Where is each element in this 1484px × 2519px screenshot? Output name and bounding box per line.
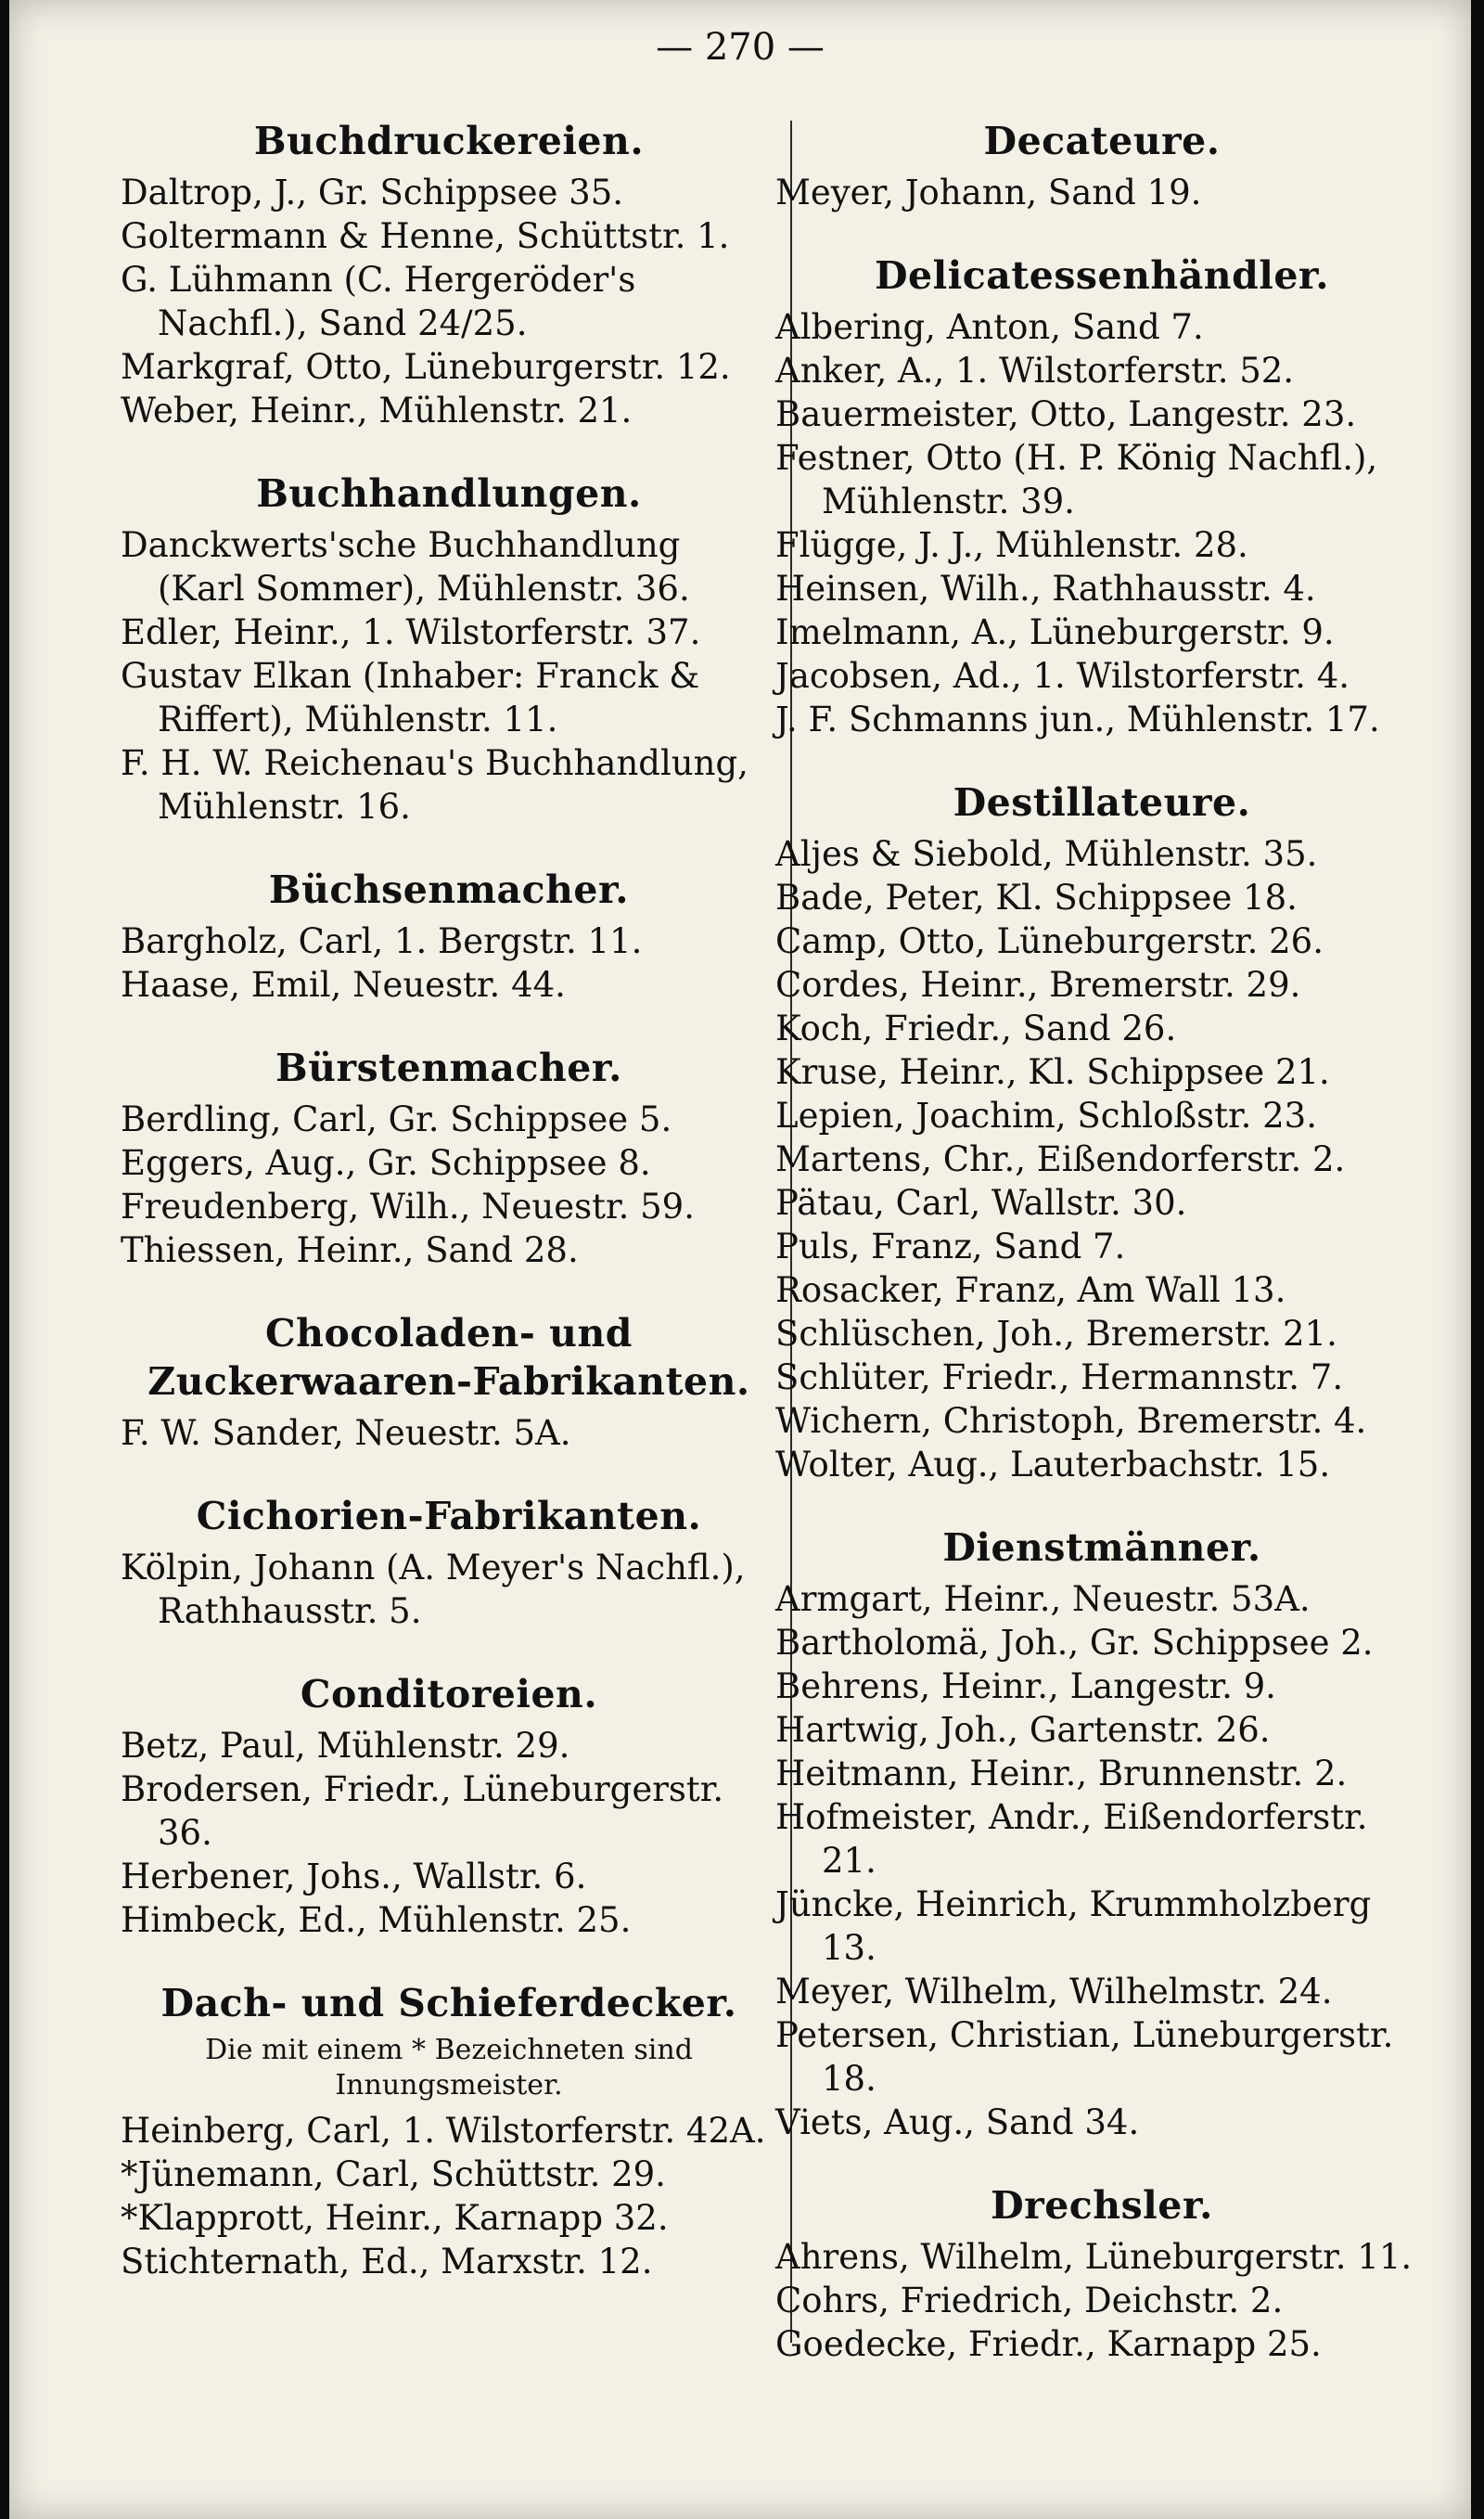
section-heading: Cichorien-Fabrikanten.: [196, 1494, 702, 1538]
directory-entry: Pätau, Carl, Wallstr. 30.: [775, 1183, 1187, 1223]
directory-section: [775, 1523, 1428, 2144]
directory-page: [9, 0, 1471, 2519]
directory-entry: Bauermeister, Otto, Langestr. 23.: [775, 394, 1357, 434]
directory-section: [775, 117, 1428, 214]
directory-entry: Heinsen, Wilh., Rathhausstr. 4.: [775, 569, 1316, 609]
directory-section: [775, 251, 1428, 741]
directory-entry: Puls, Franz, Sand 7.: [775, 1227, 1126, 1266]
right-column: [775, 117, 1428, 2403]
directory-entry: Brodersen, Friedr., Lüneburgerstr. 36.: [121, 1769, 724, 1853]
directory-section: [121, 469, 777, 829]
directory-entry: F. H. W. Reichenau's Buchhandlung, Mühlenstr. 16.: [121, 743, 748, 827]
directory-entry: Weber, Heinr., Mühlenstr. 21.: [121, 391, 633, 431]
directory-entry: Wichern, Christoph, Bremerstr. 4.: [775, 1401, 1367, 1441]
directory-entry: Martens, Chr., Eißendorferstr. 2.: [775, 1139, 1346, 1179]
directory-entry: Goedecke, Friedr., Karnapp 25.: [775, 2324, 1322, 2364]
directory-entry: Cordes, Heinr., Bremerstr. 29.: [775, 965, 1301, 1005]
directory-entry: Koch, Friedr., Sand 26.: [775, 1009, 1177, 1048]
directory-entry: Behrens, Heinr., Langestr. 9.: [775, 1666, 1276, 1706]
directory-entry: Jacobsen, Ad., 1. Wilstorferstr. 4.: [775, 656, 1350, 696]
directory-entry: Anker, A., 1. Wilstorferstr. 52.: [775, 351, 1295, 391]
section-heading: Conditoreien.: [300, 1672, 598, 1716]
directory-entry: Wolter, Aug., Lauterbachstr. 15.: [775, 1445, 1331, 1484]
directory-entry: Eggers, Aug., Gr. Schippsee 8.: [121, 1143, 651, 1183]
directory-entry: Herbener, Johs., Wallstr. 6.: [121, 1857, 587, 1896]
directory-entry: Bade, Peter, Kl. Schippsee 18.: [775, 878, 1298, 918]
directory-entry: Gustav Elkan (Inhaber: Franck & Riffert), Mühlenstr. 11.: [121, 656, 700, 739]
directory-entry: Kruse, Heinr., Kl. Schippsee 21.: [775, 1052, 1330, 1092]
directory-entry: Stichternath, Ed., Marxstr. 12.: [121, 2242, 653, 2281]
section-heading: Dienstmänner.: [942, 1525, 1261, 1570]
section-heading: Büchsenmacher.: [268, 868, 630, 912]
directory-entry: F. W. Sander, Neuestr. 5A.: [121, 1413, 571, 1453]
directory-entry: Thiessen, Heinr., Sand 28.: [121, 1230, 579, 1270]
directory-entry: Petersen, Christian, Lüneburgerstr. 18.: [775, 2015, 1394, 2099]
directory-section: [775, 2181, 1428, 2366]
section-heading: Bürstenmacher.: [275, 1046, 622, 1090]
directory-entry: Camp, Otto, Lüneburgerstr. 26.: [775, 921, 1324, 961]
directory-section: [121, 1979, 777, 2283]
section-heading: Decateure.: [983, 119, 1221, 163]
directory-entry: Imelmann, A., Lüneburgerstr. 9.: [775, 612, 1335, 652]
directory-entry: Bargholz, Carl, 1. Bergstr. 11.: [121, 921, 643, 961]
section-heading: Chocoladen- und Zuckerwaaren-Fabrikanten.: [147, 1311, 750, 1404]
directory-entry: Bartholomä, Joh., Gr. Schippsee 2.: [775, 1623, 1374, 1663]
directory-entry: Kölpin, Johann (A. Meyer's Nachfl.), Rathhausstr. 5.: [121, 1548, 746, 1631]
directory-entry: *Klapprott, Heinr., Karnapp 32.: [121, 2198, 669, 2238]
directory-entry: Meyer, Johann, Sand 19.: [775, 173, 1202, 212]
directory-entry: Hofmeister, Andr., Eißendorferstr. 21.: [775, 1797, 1368, 1881]
directory-entry: Danckwerts'sche Buchhandlung (Karl Sommer), Mühlenstr. 36.: [121, 525, 690, 609]
directory-entry: Rosacker, Franz, Am Wall 13.: [775, 1270, 1286, 1310]
directory-entry: G. Lühmann (C. Hergeröder's Nachfl.), Sand 24/25.: [121, 260, 636, 343]
directory-entry: Berdling, Carl, Gr. Schippsee 5.: [121, 1099, 672, 1139]
directory-entry: Ahrens, Wilhelm, Lüneburgerstr. 11.: [775, 2237, 1413, 2277]
left-column: [121, 117, 777, 2320]
section-heading: Delicatessenhändler.: [874, 253, 1330, 298]
directory-section: [121, 866, 777, 1007]
directory-entry: Flügge, J. J., Mühlenstr. 28.: [775, 525, 1248, 565]
directory-entry: Albering, Anton, Sand 7.: [775, 307, 1204, 347]
section-note: Die mit einem * Bezeichneten sind Innungsmeister.: [205, 2034, 693, 2101]
directory-entry: Festner, Otto (H. P. König Nachfl.), Mühlenstr. 39.: [775, 438, 1378, 521]
directory-entry: Jüncke, Heinrich, Krummholzberg 13.: [775, 1884, 1372, 1968]
section-heading: Destillateure.: [953, 780, 1251, 825]
directory-section: [775, 778, 1428, 1486]
directory-entry: Schlüter, Friedr., Hermannstr. 7.: [775, 1357, 1344, 1397]
section-heading: Dach- und Schieferdecker.: [160, 1981, 737, 2025]
directory-entry: Hartwig, Joh., Gartenstr. 26.: [775, 1710, 1271, 1750]
directory-entry: Haase, Emil, Neuestr. 44.: [121, 965, 566, 1005]
directory-entry: Betz, Paul, Mühlenstr. 29.: [121, 1726, 570, 1766]
directory-entry: Edler, Heinr., 1. Wilstorferstr. 37.: [121, 612, 701, 652]
directory-entry: Heinberg, Carl, 1. Wilstorferstr. 42A.: [121, 2111, 766, 2151]
section-heading: Buchdruckereien.: [253, 119, 645, 163]
page-number: — 270 —: [656, 26, 825, 69]
directory-entry: Cohrs, Friedrich, Deichstr. 2.: [775, 2281, 1284, 2320]
directory-entry: Meyer, Wilhelm, Wilhelmstr. 24.: [775, 1972, 1333, 2011]
directory-section: [121, 1492, 777, 1633]
directory-entry: Aljes & Siebold, Mühlenstr. 35.: [775, 834, 1318, 874]
directory-section: [121, 1309, 777, 1455]
section-heading: Buchhandlungen.: [256, 471, 642, 516]
directory-entry: Armgart, Heinr., Neuestr. 53A.: [775, 1579, 1311, 1619]
directory-entry: J. F. Schmanns jun., Mühlenstr. 17.: [775, 700, 1380, 739]
directory-entry: Viets, Aug., Sand 34.: [775, 2102, 1140, 2142]
directory-entry: Himbeck, Ed., Mühlenstr. 25.: [121, 1900, 632, 1940]
directory-entry: Daltrop, J., Gr. Schippsee 35.: [121, 173, 624, 212]
directory-section: [121, 1670, 777, 1942]
directory-entry: Heitmann, Heinr., Brunnenstr. 2.: [775, 1754, 1348, 1793]
section-heading: Drechsler.: [991, 2183, 1213, 2228]
directory-entry: Lepien, Joachim, Schloßstr. 23.: [775, 1096, 1317, 1136]
directory-entry: Goltermann & Henne, Schüttstr. 1.: [121, 216, 730, 256]
directory-section: [121, 1044, 777, 1272]
directory-section: [121, 117, 777, 432]
directory-entry: Freudenberg, Wilh., Neuestr. 59.: [121, 1187, 695, 1227]
directory-entry: Markgraf, Otto, Lüneburgerstr. 12.: [121, 347, 731, 387]
directory-entry: Schlüschen, Joh., Bremerstr. 21.: [775, 1314, 1337, 1354]
directory-entry: *Jünemann, Carl, Schüttstr. 29.: [121, 2154, 666, 2194]
